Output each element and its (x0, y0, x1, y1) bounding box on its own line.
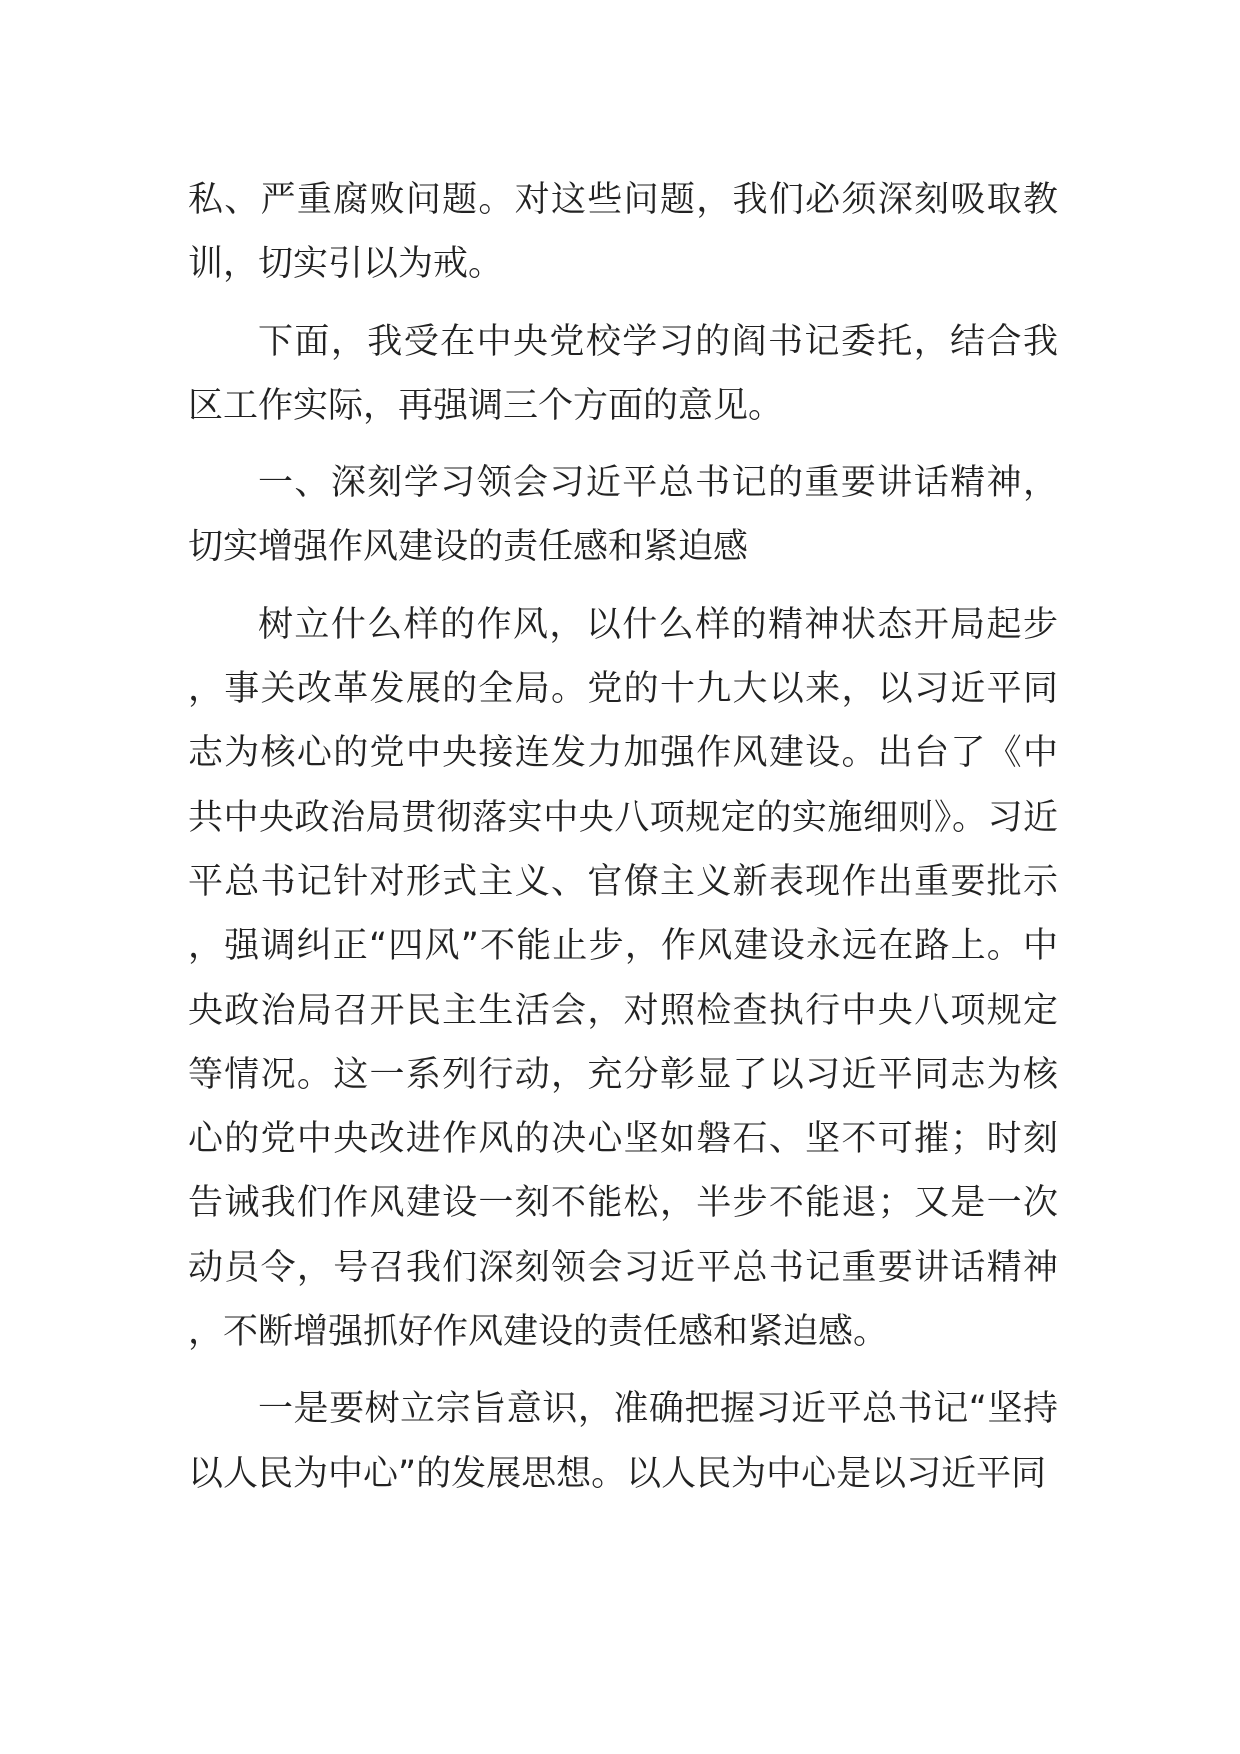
document-body (188, 168, 1058, 1506)
paragraph-purpose-awareness: 一是要树立宗旨意识，准确把握习近平总书记“坚持以人民为中心”的发展思想。以人民为中心是以习近平同 (188, 1389, 1058, 1494)
paragraph-continuation: 私、严重腐败问题。对这些问题，我们必须深刻吸取教训，切实引以为戒。 (188, 180, 1058, 285)
paragraph-entrustment: 下面，我受在中央党校学习的阎书记委托，结合我区工作实际，再强调三个方面的意见。 (188, 321, 1058, 426)
paragraph-work-style: 树立什么样的作风，以什么样的精神状态开局起步，事关改革发展的全局。党的十九大以来，以习近平同志为核心的党中央接连发力加强作风建设。出台了《中共中央政治局贯彻落实中央八项规定的实施细则》。习近平总书记针对形式主义、官僚主义新表现作出重要批示，强调纠正“四风”不能止步，作风建设永远在路上。中央政治局召开民主生活会，对照检查执行中央八项规定等情况。这一系列行动，充分彰显了以习近平同志为核心的党中央改进作风的决心坚如磐石、坚不可摧；时刻告诫我们作风建设一刻不能松，半步不能退；又是一次动员令，号召我们深刻领会习近平总书记重要讲话精神，不断增强抓好作风建设的责任感和紧迫感。 (188, 604, 1058, 1353)
section-heading-1: 一、深刻学习领会习近平总书记的重要讲话精神，切实增强作风建设的责任感和紧迫感 (188, 463, 1058, 568)
